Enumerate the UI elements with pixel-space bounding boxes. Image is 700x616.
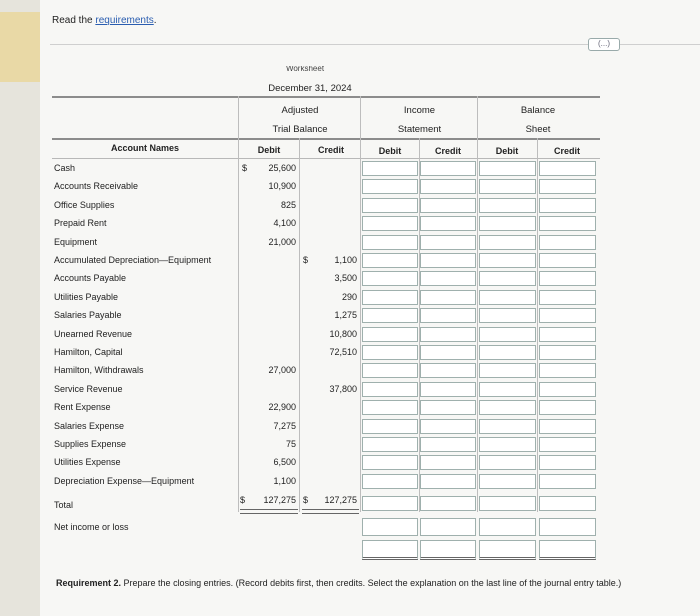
is-credit-cell[interactable] [420,455,476,470]
bs-debit-cell[interactable] [479,179,536,194]
account-name: Prepaid Rent [54,218,107,228]
adjusted-label: Adjusted [281,105,319,116]
bs-credit-grand-total-cell[interactable] [539,540,596,560]
trial-balance-label: Trial Balance [272,124,328,135]
is-debit-cell[interactable] [362,161,418,176]
bs-debit-cell[interactable] [479,437,536,452]
is-debit-cell[interactable] [362,400,418,415]
header-rule [52,96,600,98]
bs-credit-cell[interactable] [539,382,596,397]
worksheet-title-partial: Worksheet [285,66,325,73]
is-credit-cell[interactable] [420,474,476,489]
atb-debit-value: 21,000 [268,237,296,247]
is-credit-cell[interactable] [420,161,476,176]
bs-credit-cell[interactable] [539,161,596,176]
requirements-link[interactable]: requirements [95,15,154,26]
is-debit-cell[interactable] [362,474,418,489]
bs-credit-cell[interactable] [539,216,596,231]
bs-credit-cell[interactable] [539,419,596,434]
bs-credit-cell[interactable] [539,400,596,415]
bs-debit-cell[interactable] [479,400,536,415]
bs-credit-cell[interactable] [539,198,596,213]
total-debit-currency: $ [240,495,246,505]
balance-label: Balance [520,105,556,116]
sheet-label: Sheet [525,124,551,135]
bs-debit-cell[interactable] [479,290,536,305]
account-name: Accumulated Depreciation—Equipment [54,255,212,265]
is-debit-total-cell[interactable] [362,496,418,511]
bs-debit-cell[interactable] [479,419,536,434]
is-credit-header: Credit [434,146,461,156]
account-name: Utilities Expense [54,457,121,467]
account-name: Hamilton, Withdrawals [54,365,144,375]
is-debit-cell[interactable] [362,235,418,250]
net-income-label: Net income or loss [54,522,129,532]
is-debit-cell[interactable] [362,308,418,323]
is-debit-cell[interactable] [362,382,418,397]
is-debit-cell[interactable] [362,455,418,470]
atb-credit-value: 37,800 [329,384,357,394]
is-credit-cell[interactable] [420,179,476,194]
bs-debit-cell[interactable] [479,455,536,470]
atb-credit-value: 3,500 [334,273,357,283]
account-name: Equipment [54,237,98,247]
bs-credit-cell[interactable] [539,327,596,342]
is-credit-total-cell[interactable] [420,496,476,511]
account-name: Supplies Expense [54,439,127,449]
account-name: Utilities Payable [54,292,119,302]
requirement-2-text: Prepare the closing entries. (Record debits first, then credits. Select the explanation on the last line of the journal entry table.) [121,578,622,588]
is-debit-cell[interactable] [362,363,418,378]
bs-credit-total-cell[interactable] [539,496,596,511]
account-name: Rent Expense [54,402,111,412]
column-header-rule [52,158,600,159]
atb-credit-value: 290 [341,292,357,302]
bs-debit-cell[interactable] [479,235,536,250]
atb-debit-header: Debit [257,145,281,155]
account-name: Service Revenue [54,384,123,394]
bs-credit-cell[interactable] [539,271,596,286]
bs-credit-cell[interactable] [539,290,596,305]
bs-debit-total-cell[interactable] [479,496,536,511]
is-credit-cell[interactable] [420,271,476,286]
bs-debit-header: Debit [495,146,519,156]
is-debit-cell[interactable] [362,290,418,305]
bs-debit-cell[interactable] [479,198,536,213]
account-names-header: Account Names [110,143,180,153]
is-debit-cell[interactable] [362,216,418,231]
is-credit-cell[interactable] [420,290,476,305]
account-name: Salaries Payable [54,310,122,320]
bs-credit-cell[interactable] [539,179,596,194]
atb-credit-value: 1,275 [334,310,357,320]
bs-credit-cell[interactable] [539,235,596,250]
is-debit-net-income-cell[interactable] [362,518,418,536]
total-credit-currency: $ [303,495,309,505]
separator [299,138,300,512]
credit-currency: $ [303,255,309,265]
worksheet-page [40,0,700,616]
atb-credit-header: Credit [317,145,344,155]
is-credit-cell[interactable] [420,345,476,360]
is-debit-header: Debit [378,146,402,156]
requirements-prefix: Read the [52,15,96,26]
requirements-line [52,15,157,26]
atb-debit-value: 6,500 [273,457,296,467]
bs-credit-header: Credit [553,146,580,156]
is-debit-grand-total-cell[interactable] [362,540,418,560]
is-debit-cell[interactable] [362,419,418,434]
requirement-2-instructions [56,578,621,588]
subheader-rule [52,138,600,140]
more-options-button[interactable]: (...) [588,38,620,51]
bs-debit-cell[interactable] [479,345,536,360]
bs-credit-cell[interactable] [539,455,596,470]
bs-credit-cell[interactable] [539,363,596,378]
is-credit-cell[interactable] [420,216,476,231]
bs-credit-cell[interactable] [539,308,596,323]
atb-debit-value: 1,100 [273,476,296,486]
bs-credit-cell[interactable] [539,474,596,489]
is-credit-cell[interactable] [420,235,476,250]
account-name: Office Supplies [54,200,115,210]
left-accent [0,12,40,82]
bs-credit-cell[interactable] [539,437,596,452]
is-credit-cell[interactable] [420,198,476,213]
account-name: Accounts Payable [54,273,127,283]
account-name: Unearned Revenue [54,329,133,339]
atb-debit-value: 7,275 [273,421,296,431]
bs-credit-cell[interactable] [539,345,596,360]
atb-credit-value: 10,800 [329,329,357,339]
bs-debit-cell[interactable] [479,474,536,489]
is-credit-cell[interactable] [420,363,476,378]
separator [537,138,538,512]
is-debit-cell[interactable] [362,327,418,342]
is-credit-cell[interactable] [420,382,476,397]
account-name: Depreciation Expense—Equipment [54,476,195,486]
is-debit-cell[interactable] [362,253,418,268]
requirement-2-label: Requirement 2. [56,578,122,588]
is-credit-cell[interactable] [420,437,476,452]
bs-debit-cell[interactable] [479,253,536,268]
worksheet-date: December 31, 2024 [268,83,352,94]
is-credit-grand-total-cell[interactable] [420,540,476,560]
atb-credit-value: 1,100 [334,255,357,265]
bs-debit-cell[interactable] [479,161,536,176]
requirements-suffix: . [153,15,157,26]
is-debit-cell[interactable] [362,179,418,194]
is-debit-cell[interactable] [362,345,418,360]
account-name: Hamilton, Capital [54,347,123,357]
is-credit-cell[interactable] [420,308,476,323]
total-credit-value: 127,275 [324,495,357,505]
bs-debit-cell[interactable] [479,327,536,342]
is-credit-cell[interactable] [420,253,476,268]
bs-debit-cell[interactable] [479,382,536,397]
income-label: Income [403,105,436,116]
total-label: Total [54,500,74,510]
atb-debit-value: 75 [285,439,296,449]
is-debit-cell[interactable] [362,198,418,213]
debit-currency: $ [242,163,248,173]
bs-debit-cell[interactable] [479,271,536,286]
is-debit-cell[interactable] [362,271,418,286]
atb-debit-value: 4,100 [273,218,296,228]
separator [238,96,239,512]
is-credit-net-income-cell[interactable] [420,518,476,536]
separator [477,96,478,512]
total-debit-double-underline [240,509,298,514]
statement-label: Statement [397,124,442,135]
total-credit-double-underline [302,509,359,514]
is-credit-cell[interactable] [420,327,476,342]
bs-debit-cell[interactable] [479,363,536,378]
is-credit-cell[interactable] [420,419,476,434]
total-debit-value: 127,275 [263,495,296,505]
atb-debit-value: 22,900 [268,402,296,412]
atb-debit-value: 825 [280,200,296,210]
bs-credit-cell[interactable] [539,253,596,268]
bs-debit-grand-total-cell[interactable] [479,540,536,560]
atb-debit-value: 25,600 [268,163,296,173]
left-margin [0,0,40,616]
atb-debit-value: 27,000 [268,365,296,375]
is-credit-cell[interactable] [420,400,476,415]
bs-credit-net-income-cell[interactable] [539,518,596,536]
account-name: Accounts Receivable [54,181,139,191]
is-debit-cell[interactable] [362,437,418,452]
account-name: Cash [54,163,76,173]
account-name: Salaries Expense [54,421,125,431]
atb-credit-value: 72,510 [329,347,357,357]
bs-debit-cell[interactable] [479,216,536,231]
separator [360,96,361,512]
atb-debit-value: 10,900 [268,181,296,191]
bs-debit-net-income-cell[interactable] [479,518,536,536]
bs-debit-cell[interactable] [479,308,536,323]
